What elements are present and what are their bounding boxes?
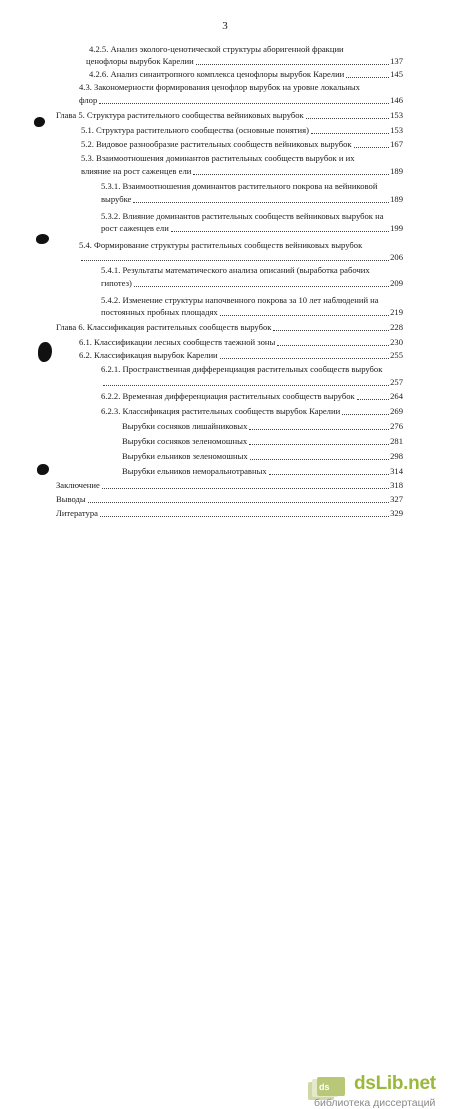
toc-entry[interactable] (122, 450, 403, 462)
toc-entry-title: влияние на рост саженцев ели (81, 166, 192, 176)
toc-entry-title: Литература (56, 508, 98, 518)
toc-leader-line (100, 516, 389, 517)
toc-page-number: 269 (390, 406, 403, 416)
toc-page-number: 298 (390, 451, 403, 461)
toc-entry[interactable] (81, 165, 403, 177)
toc-entry[interactable] (101, 306, 403, 318)
toc-entry[interactable] (79, 239, 403, 251)
toc-leader-line (354, 147, 390, 148)
toc-page-number: 145 (390, 69, 403, 79)
toc-entry-title: 5.1. Структура растительного сообщества (основные понятия) (81, 125, 309, 135)
toc-entry-title: Вырубки ельников зеленомошных (122, 451, 248, 461)
toc-entry-title: Заключение (56, 480, 100, 490)
toc-leader-line (277, 345, 389, 346)
toc-entry[interactable] (81, 138, 403, 150)
toc-page-number: 230 (390, 337, 403, 347)
toc-leader-line (249, 444, 389, 445)
toc-page-number: 281 (390, 436, 403, 446)
watermark-footer (0, 537, 450, 1109)
toc-entry-title: 5.4.1. Результаты математического анализа описаний (выработка рабочих (101, 265, 370, 275)
toc-page-number: 327 (390, 494, 403, 504)
toc-entry-title: 5.4.2. Изменение структуры напочвенного покрова за 10 лет наблюдений на (101, 295, 379, 305)
toc-leader-line (311, 133, 389, 134)
table-of-contents (0, 0, 450, 540)
toc-leader-line (99, 103, 389, 104)
toc-page-number: 153 (390, 125, 403, 135)
toc-entry[interactable] (89, 68, 403, 80)
toc-entry[interactable] (101, 363, 403, 375)
toc-entry-title: рост саженцев ели (101, 223, 169, 233)
toc-entry[interactable] (101, 210, 403, 222)
toc-entry-title: 4.2.5. Анализ эколого-ценотической структуры аборигенной фракции (89, 44, 344, 54)
toc-leader-line (193, 174, 389, 175)
toc-page-number: 255 (390, 350, 403, 360)
toc-leader-line (134, 286, 389, 287)
toc-entry-title: Глава 6. Классификация растительных сообществ вырубок (56, 322, 272, 332)
toc-page-number: 318 (390, 480, 403, 490)
toc-entry-title: 5.3. Взаимоотношения доминантов растительных сообществ вырубок и их (81, 153, 355, 163)
toc-page-number: 189 (390, 194, 403, 204)
toc-leader-line (357, 399, 389, 400)
toc-entry[interactable] (56, 507, 403, 519)
toc-entry[interactable] (56, 479, 403, 491)
toc-entry-title: вырубке (101, 194, 132, 204)
toc-entry-title: Глава 5. Структура растительного сообщества вейниковых вырубок (56, 110, 304, 120)
toc-entry-title: гипотез) (101, 278, 132, 288)
toc-entry[interactable] (89, 43, 403, 55)
toc-entry-title: 6.2.3. Классификация растительных сообществ вырубок Карелии (101, 406, 341, 416)
toc-entry[interactable] (101, 390, 403, 402)
toc-leader-line (342, 414, 389, 415)
toc-entry[interactable] (56, 321, 403, 333)
toc-entry[interactable] (81, 152, 403, 164)
toc-entry-title: 5.4. Формирование структуры растительных сообществ вейниковых вырубок (79, 240, 363, 250)
toc-entry[interactable] (56, 493, 403, 505)
toc-page-number: 199 (390, 223, 403, 233)
toc-page-number: 219 (390, 307, 403, 317)
toc-entry-title: 6.2.2. Временная дифференциация растительных сообществ вырубок (101, 391, 355, 401)
toc-leader-line (250, 459, 389, 460)
toc-entry-title: ценофлоры вырубок Карелии (86, 56, 194, 66)
toc-page-number: 209 (390, 278, 403, 288)
toc-page-number: 276 (390, 421, 403, 431)
toc-entry-title: Выводы (56, 494, 86, 504)
toc-entry[interactable] (101, 180, 403, 192)
toc-entry[interactable] (79, 251, 403, 263)
toc-entry[interactable] (56, 109, 403, 121)
toc-leader-line (220, 358, 389, 359)
toc-page-number: 167 (390, 139, 403, 149)
svg-text:ds: ds (319, 1082, 330, 1092)
toc-entry-title: Вырубки ельников неморальнотравных (122, 466, 267, 476)
toc-page-number: 314 (390, 466, 403, 476)
toc-entry[interactable] (79, 336, 403, 348)
toc-entry-title: 5.3.1. Взаимоотношения доминантов растительного покрова на вейниковой (101, 181, 378, 191)
toc-entry[interactable] (122, 465, 403, 477)
toc-entry[interactable] (86, 55, 403, 67)
toc-leader-line (306, 118, 389, 119)
toc-entry[interactable] (122, 420, 403, 432)
toc-entry[interactable] (79, 81, 403, 93)
toc-entry-title: 6.2.1. Пространственная дифференциация растительных сообществ вырубок (101, 364, 383, 374)
toc-entry[interactable] (122, 435, 403, 447)
toc-entry[interactable] (101, 264, 403, 276)
toc-leader-line (171, 231, 389, 232)
toc-entry[interactable] (101, 405, 403, 417)
toc-entry-title: флор (79, 95, 98, 105)
toc-leader-line (81, 260, 389, 261)
toc-entry[interactable] (101, 193, 403, 205)
toc-leader-line (196, 64, 389, 65)
toc-entry-title: Вырубки сосняков зеленомошных (122, 436, 248, 446)
toc-entry-title: 4.3. Закономерности формирования ценофлор вырубок на уровне локальных (79, 82, 360, 92)
watermark-subtitle: библиотека диссертаций (314, 1097, 436, 1109)
toc-entry[interactable] (79, 94, 403, 106)
toc-page-number: 264 (390, 391, 403, 401)
toc-leader-line (133, 202, 389, 203)
toc-entry[interactable] (101, 222, 403, 234)
toc-entry-title: 5.3.2. Влияние доминантов растительных сообществ вейниковых вырубок на (101, 211, 384, 221)
toc-entry-title: Вырубки сосняков лишайниковых (122, 421, 248, 431)
toc-leader-line (103, 385, 389, 386)
toc-page-number: 153 (390, 110, 403, 120)
toc-page-number: 257 (390, 377, 403, 387)
toc-leader-line (346, 77, 389, 78)
toc-page-number: 206 (390, 252, 403, 262)
toc-entry-title: 6.1. Классификации лесных сообществ таежной зоны (79, 337, 276, 347)
toc-page-number: 228 (390, 322, 403, 332)
toc-leader-line (220, 315, 389, 316)
toc-page-number: 146 (390, 95, 403, 105)
toc-entry-title: 4.2.6. Анализ синантропного комплекса ценофлоры вырубок Карелии (89, 69, 345, 79)
toc-entry-title: 6.2. Классификация вырубок Карелии (79, 350, 218, 360)
toc-entry[interactable] (79, 349, 403, 361)
toc-entry[interactable] (81, 124, 403, 136)
watermark-brand[interactable]: dsLib.net (354, 1073, 436, 1094)
toc-page-number: 137 (390, 56, 403, 66)
toc-leader-line (249, 429, 389, 430)
toc-entry[interactable] (101, 294, 403, 306)
toc-entry[interactable] (101, 376, 403, 388)
toc-leader-line (88, 502, 389, 503)
toc-page-number: 189 (390, 166, 403, 176)
toc-entry-title: постоянных пробных площадях (101, 307, 218, 317)
page-number: 3 (222, 20, 228, 32)
toc-entry[interactable] (101, 277, 403, 289)
toc-leader-line (269, 474, 389, 475)
toc-page-number: 329 (390, 508, 403, 518)
toc-leader-line (102, 488, 389, 489)
toc-entry-title: 5.2. Видовое разнообразие растительных сообществ вейниковых вырубок (81, 139, 352, 149)
toc-leader-line (273, 330, 389, 331)
